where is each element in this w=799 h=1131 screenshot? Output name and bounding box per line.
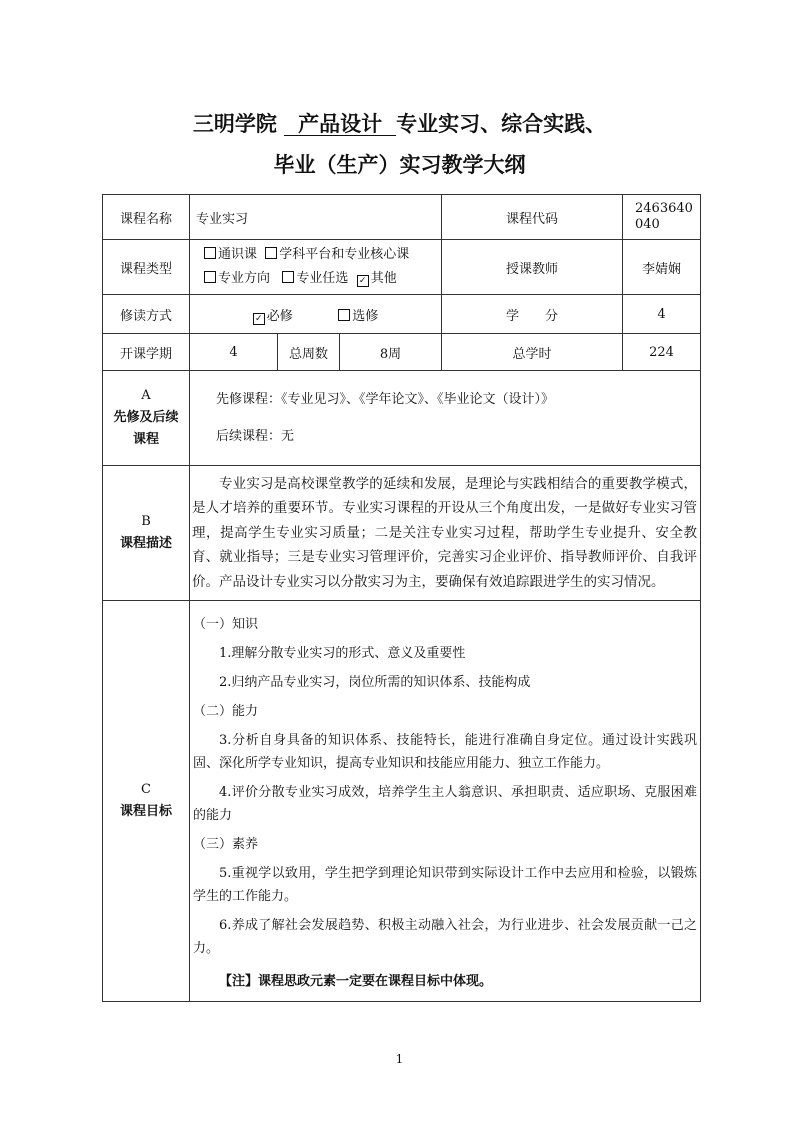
course-code-value [623, 195, 701, 240]
prerequisite-courses: 先修课程：《专业见习》、《学年论文》、《毕业论文（设计）》 [216, 392, 555, 407]
checkbox-other[interactable]: ✓ 其他 [357, 271, 397, 286]
section-b-label: B 课程描述 [103, 466, 190, 601]
checkbox-checked-icon: ✓ [357, 275, 369, 287]
course-description: 专业实习是高校课堂教学的延续和发展，是理论与实践相结合的重要教学模式，是人才培养的重要环节。专业实习课程的开设从三个角度出发，一是做好专业实习管理，提高学生专业实习质量；二是关注专业实习过程，帮助学生专业提升、安全教育、就业指导；三是专业实习管理评价，完善实习企业评价、指导教师评价、自我评价。产品设计专业实习以分散实习为主，要确保有效追踪跟进学生的实习情况。 [192, 475, 697, 590]
title-suffix: 专业实习、综合实践、 [396, 112, 607, 136]
checkbox-empty-icon [338, 309, 350, 321]
section-a-content [190, 371, 701, 466]
section-a-label: A 先修及后续 课程 [103, 371, 190, 466]
teacher-label: 授课教师 [442, 240, 623, 295]
checkbox-direction[interactable]: 专业方向 [204, 271, 270, 286]
checkbox-optional[interactable]: 选修 [338, 309, 378, 324]
checkbox-empty-icon [265, 247, 277, 259]
term-value: 4 [190, 334, 278, 371]
study-mode-options [190, 295, 442, 334]
hours-value: 224 [623, 334, 701, 371]
checkbox-empty-icon [204, 247, 216, 259]
weeks-label: 总周数 [278, 334, 340, 371]
section-c-content [190, 601, 701, 1002]
goal-item-5: 5.重视学以致用，学生把学到理论知识带到实际设计工作中去应用和检验，以锻炼学生的工作能力。 [193, 866, 697, 904]
credit-label: 学 分 [442, 295, 623, 334]
section-b-letter: B [141, 514, 151, 529]
hours-label: 总学时 [442, 334, 623, 371]
document-title-line1 [0, 108, 799, 138]
title-major: 产品设计 [284, 113, 396, 136]
checkbox-empty-icon [204, 271, 216, 283]
row-course-type [103, 240, 701, 295]
goal-item-1: 1.理解分散专业实习的形式、意义及重要性 [219, 646, 466, 661]
row-term [103, 334, 701, 371]
course-type-options [190, 240, 442, 295]
page-number: 1 [395, 1052, 404, 1066]
course-code-part2: 040 [635, 217, 660, 232]
ideological-note: 【注】课程思政元素一定要在课程目标中体现。 [219, 974, 493, 989]
course-code-part1: 2463640 [635, 201, 693, 216]
study-mode-label: 修读方式 [103, 295, 190, 334]
section-b-content [190, 466, 701, 601]
row-study-mode [103, 295, 701, 334]
document-title-line2: 毕业（生产）实习教学大纲 [273, 153, 526, 177]
row-section-b [103, 466, 701, 601]
term-label: 开课学期 [103, 334, 190, 371]
checkbox-elective[interactable]: 专业任选 [282, 271, 348, 286]
goal-item-3: 3.分析自身具备的知识体系、技能特长，能进行准确自身定位。通过设计实践巩固、深化所学专业知识，提高专业知识和技能应用能力、独立工作能力。 [193, 733, 697, 771]
goal-item-6: 6.养成了解社会发展趋势、积极主动融入社会，为行业进步、社会发展贡献一己之力。 [193, 918, 697, 956]
course-code-label: 课程代码 [442, 195, 623, 240]
goal-heading-literacy: （三）素养 [193, 837, 259, 852]
checkbox-general[interactable]: 通识课 [204, 247, 257, 262]
checkbox-core[interactable]: 学科平台和专业核心课 [265, 247, 409, 262]
teacher-value: 李婧娴 [623, 240, 701, 295]
section-c-letter: C [141, 782, 151, 797]
credit-value: 4 [623, 295, 701, 334]
title-school: 三明学院 [192, 112, 277, 136]
course-type-label: 课程类型 [103, 240, 190, 295]
row-section-c [103, 601, 701, 1002]
checkbox-empty-icon [282, 271, 294, 283]
checkbox-required[interactable]: ✓ 必修 [253, 309, 293, 324]
weeks-value: 8周 [340, 334, 442, 371]
checkbox-checked-icon: ✓ [253, 313, 265, 325]
section-a-letter: A [141, 388, 151, 403]
syllabus-table [102, 194, 701, 1002]
goal-item-2: 2.归纳产品专业实习，岗位所需的知识体系、技能构成 [219, 675, 531, 690]
course-name-label: 课程名称 [103, 195, 190, 240]
goal-heading-knowledge: （一）知识 [193, 617, 259, 632]
followup-courses: 后续课程：无 [216, 429, 295, 444]
section-c-label: C 课程目标 [103, 601, 190, 1002]
goal-item-4: 4.评价分散专业实习成效，培养学生主人翁意识、承担职责、适应职场、克服困难的能力 [193, 785, 697, 823]
row-course-name [103, 195, 701, 240]
course-name-value: 专业实习 [190, 195, 442, 240]
row-section-a [103, 371, 701, 466]
goal-heading-ability: （二）能力 [193, 704, 259, 719]
